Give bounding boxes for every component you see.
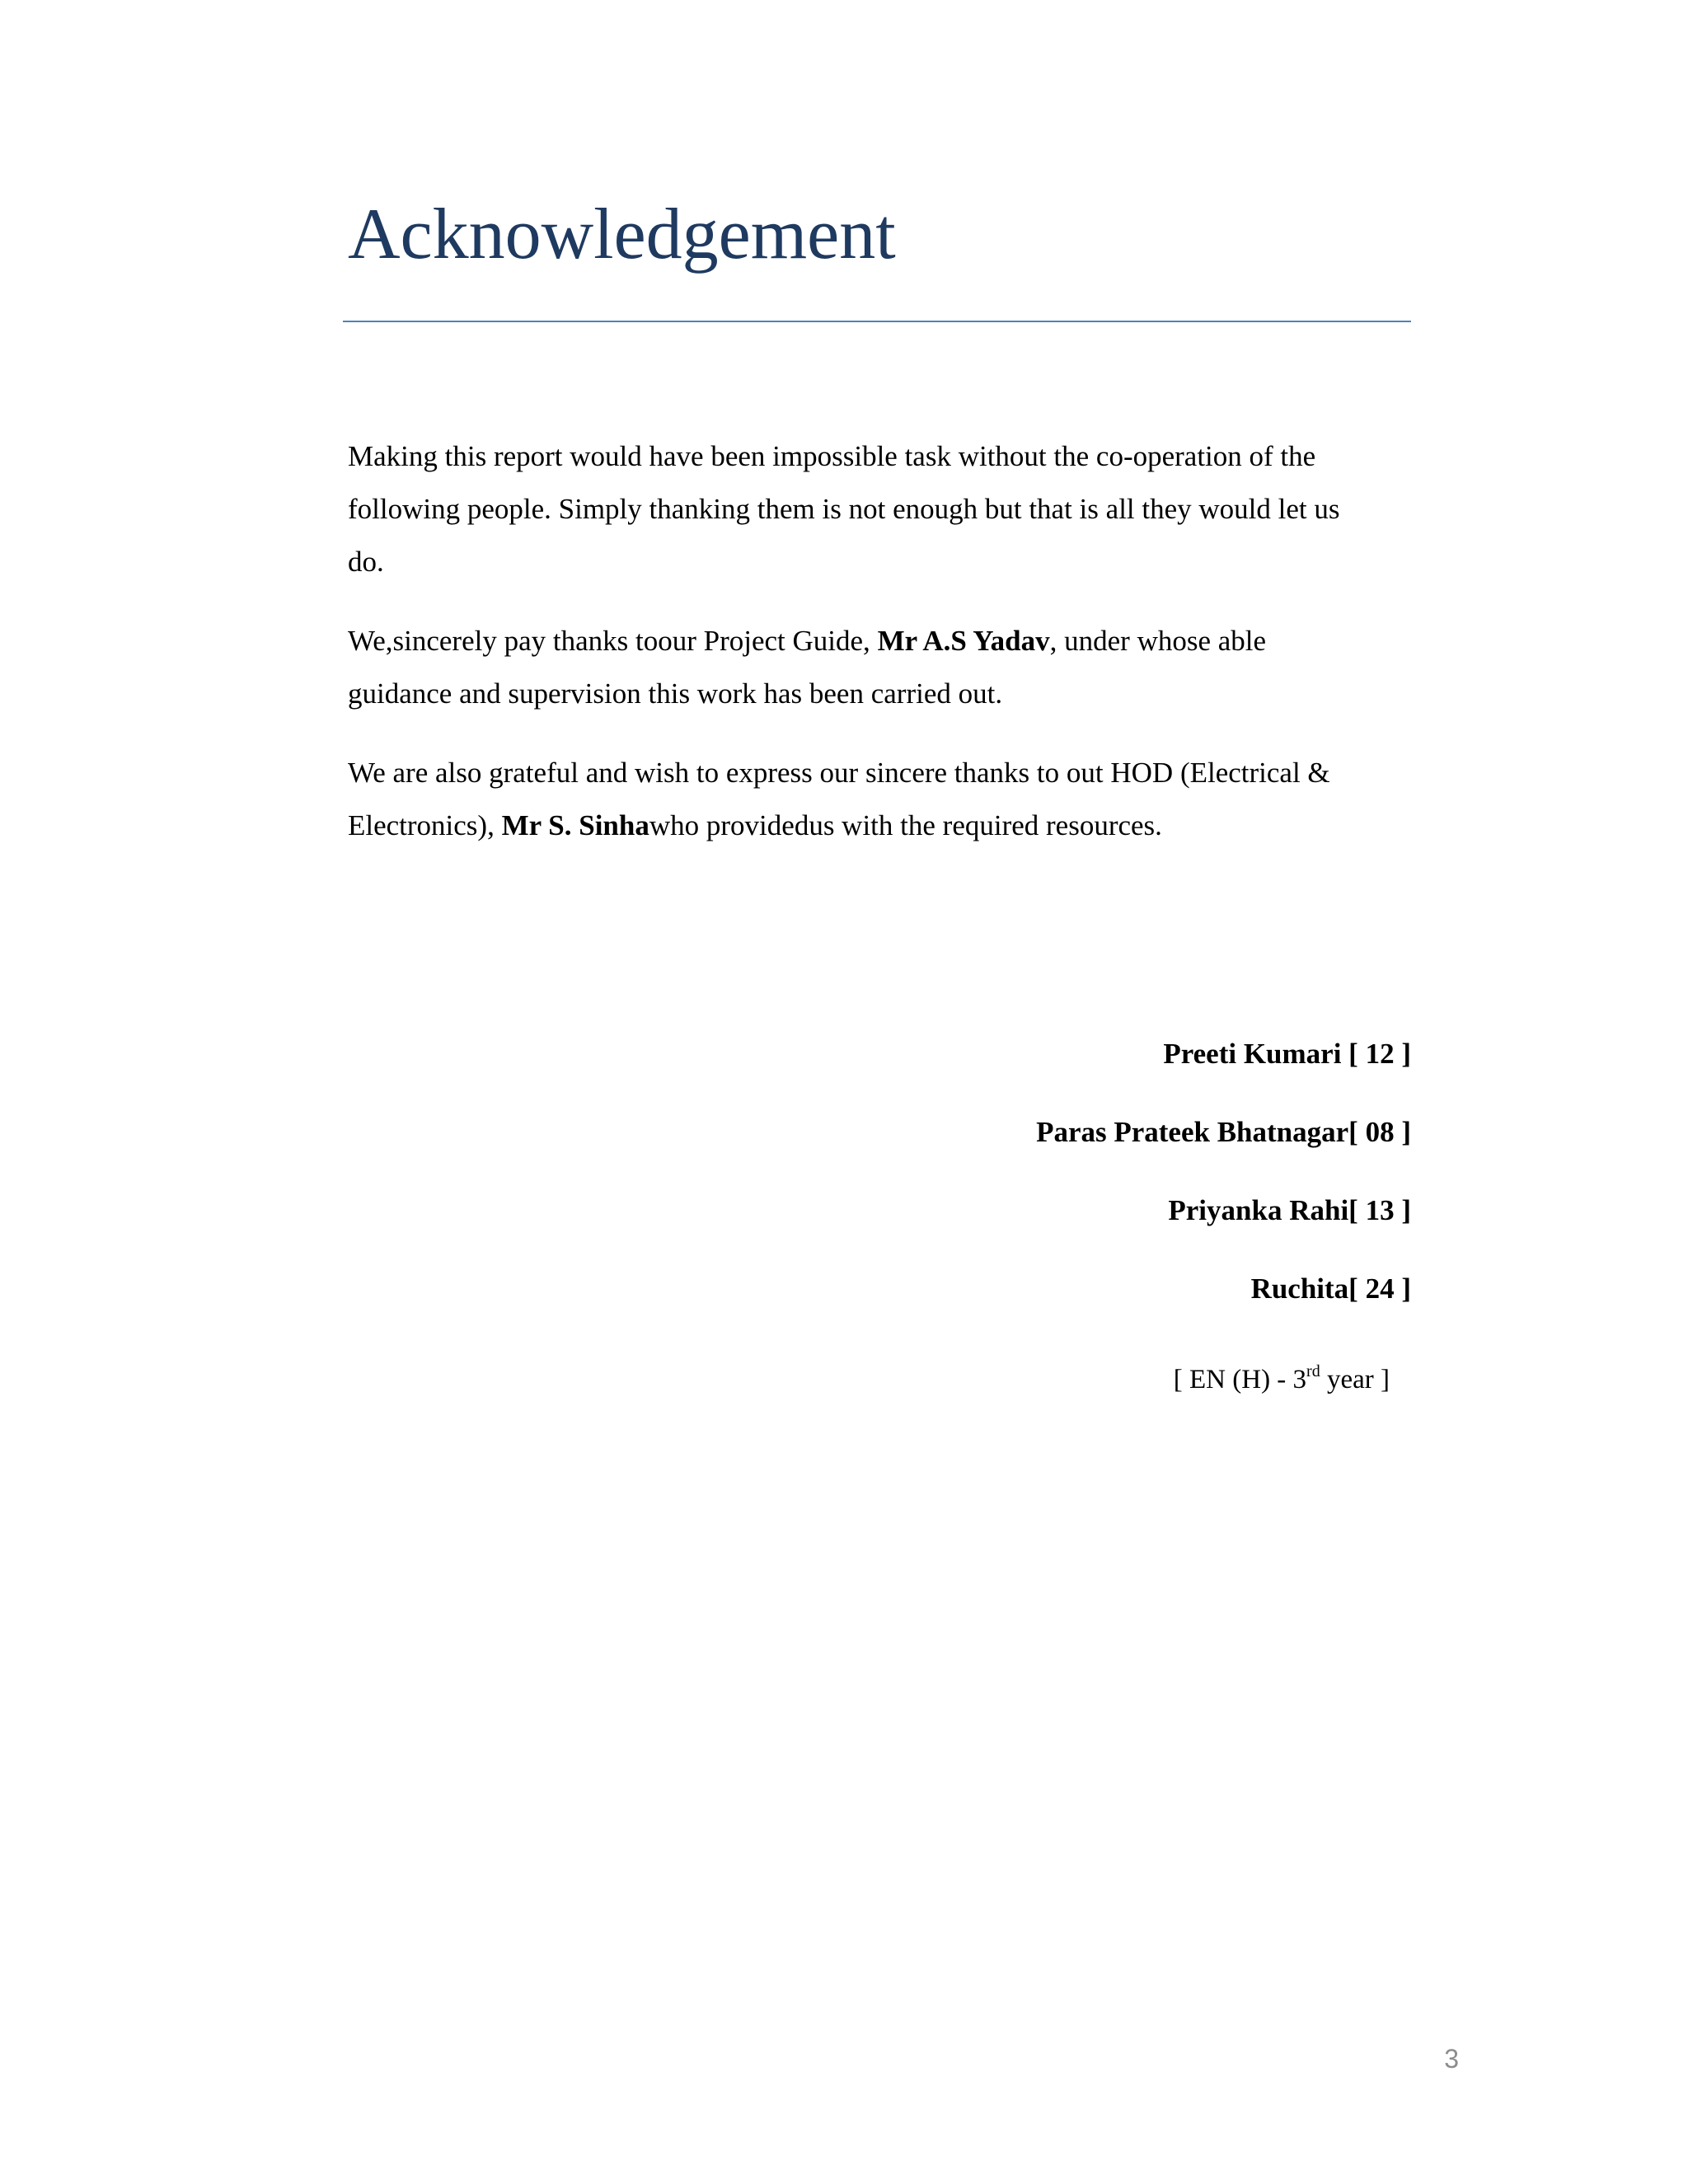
page-title: Acknowledgement bbox=[348, 194, 896, 274]
class-info-superscript: rd bbox=[1306, 1362, 1320, 1380]
paragraph-line: Making this report would have been impossible task without the co-operation of the bbox=[348, 440, 1316, 472]
signature-name: Preeti Kumari [ 12 ] bbox=[1163, 1038, 1411, 1070]
paragraph-text: Electronics), bbox=[348, 809, 502, 841]
signature-name: Priyanka Rahi[ 13 ] bbox=[1168, 1194, 1411, 1226]
acknowledgement-body bbox=[348, 430, 1419, 879]
signature-name: Ruchita[ 24 ] bbox=[1250, 1272, 1411, 1305]
paragraph-line: following people. Simply thanking them is not enough but that is all they would let us bbox=[348, 493, 1340, 525]
hod-name: Mr S. Sinha bbox=[501, 809, 649, 841]
title-divider bbox=[343, 321, 1411, 322]
paragraph-line: do. bbox=[348, 546, 384, 578]
paragraph-text: We,sincerely pay thanks toour Project Guide, bbox=[348, 625, 878, 657]
class-info-text: year ] bbox=[1320, 1365, 1390, 1394]
paragraph-text: , under whose able bbox=[1049, 625, 1267, 657]
paragraph-line bbox=[348, 799, 1419, 852]
signature-block bbox=[1036, 1034, 1411, 1347]
page-number: 3 bbox=[1444, 2044, 1459, 2074]
paragraph-line bbox=[348, 615, 1419, 668]
paragraph-line: guidance and supervision this work has been carried out. bbox=[348, 677, 1003, 710]
paragraph-line: We are also grateful and wish to express our sincere thanks to out HOD (Electrical & bbox=[348, 757, 1330, 789]
guide-name: Mr A.S Yadav bbox=[877, 625, 1050, 657]
class-info bbox=[1174, 1352, 1390, 1399]
paragraph-text: who providedus with the required resources. bbox=[649, 809, 1162, 841]
class-info-text: [ EN (H) - 3 bbox=[1173, 1365, 1307, 1394]
paragraph-guide-thanks bbox=[348, 615, 1419, 720]
paragraph-hod-thanks bbox=[348, 747, 1419, 852]
paragraph-intro bbox=[348, 430, 1419, 588]
signature-name: Paras Prateek Bhatnagar[ 08 ] bbox=[1036, 1116, 1411, 1148]
